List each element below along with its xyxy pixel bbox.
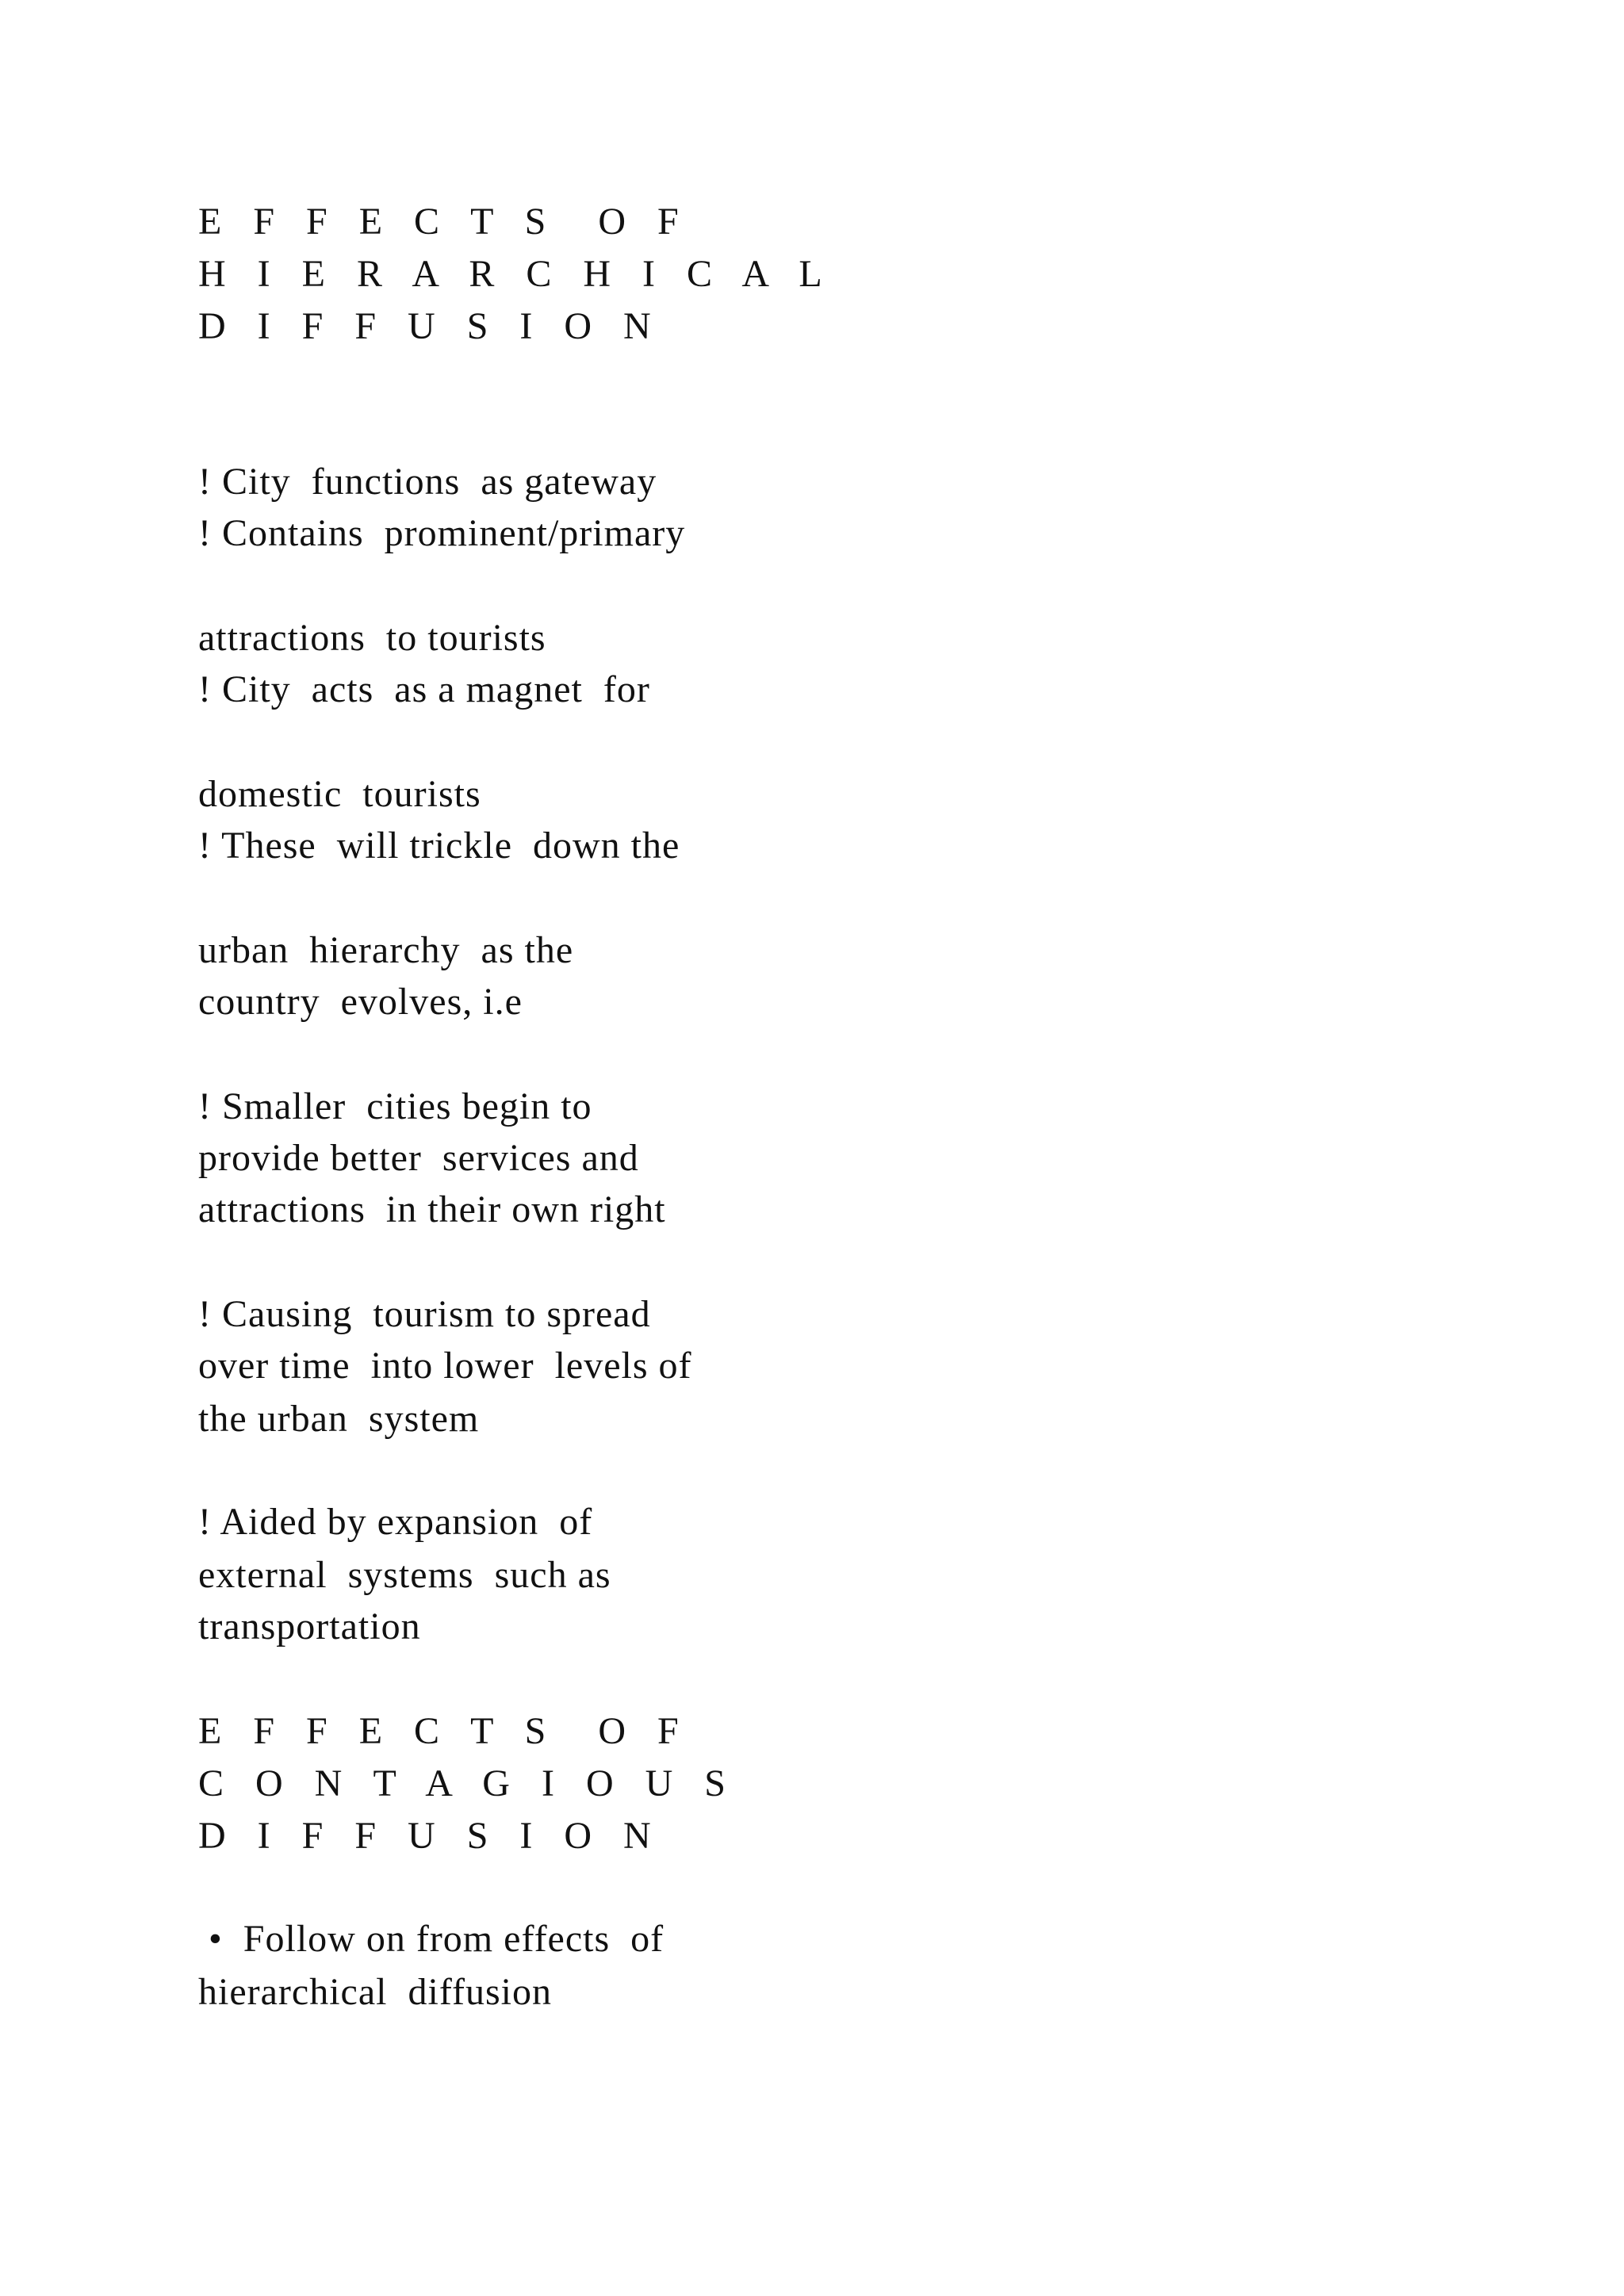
body-line: external systems such as bbox=[198, 1554, 611, 1596]
heading-line: D I F F U S I O N bbox=[198, 305, 662, 347]
body-line: ! Causing tourism to spread bbox=[198, 1293, 651, 1335]
heading-line: E F F E C T S O F bbox=[198, 1710, 690, 1752]
heading-line: H I E R A R C H I C A L bbox=[198, 253, 833, 295]
body-line: over time into lower levels of bbox=[198, 1345, 692, 1387]
body-line: transportation bbox=[198, 1605, 421, 1647]
body-line: ! Smaller cities begin to bbox=[198, 1085, 592, 1127]
body-line: provide better services and bbox=[198, 1137, 639, 1179]
heading-line: C O N T A G I O U S bbox=[198, 1762, 737, 1804]
body-line: attractions to tourists bbox=[198, 617, 546, 659]
body-line: ! Aided by expansion of bbox=[198, 1501, 593, 1543]
body-line: domestic tourists bbox=[198, 773, 481, 815]
body-line: ! City acts as a magnet for bbox=[198, 668, 650, 710]
body-line: ! City functions as gateway bbox=[198, 461, 657, 503]
body-line: the urban system bbox=[198, 1398, 480, 1440]
body-line: ! These will trickle down the bbox=[198, 825, 680, 867]
body-line: country evolves, i.e bbox=[198, 981, 523, 1023]
body-line: attractions in their own right bbox=[198, 1188, 666, 1230]
body-line: ! Contains prominent/primary bbox=[198, 512, 686, 554]
heading-line: E F F E C T S O F bbox=[198, 201, 690, 243]
body-line: • Follow on from effects of bbox=[198, 1918, 665, 1960]
body-line: hierarchical diffusion bbox=[198, 1971, 552, 2013]
body-line: urban hierarchy as the bbox=[198, 929, 574, 971]
heading-line: D I F F U S I O N bbox=[198, 1815, 662, 1857]
